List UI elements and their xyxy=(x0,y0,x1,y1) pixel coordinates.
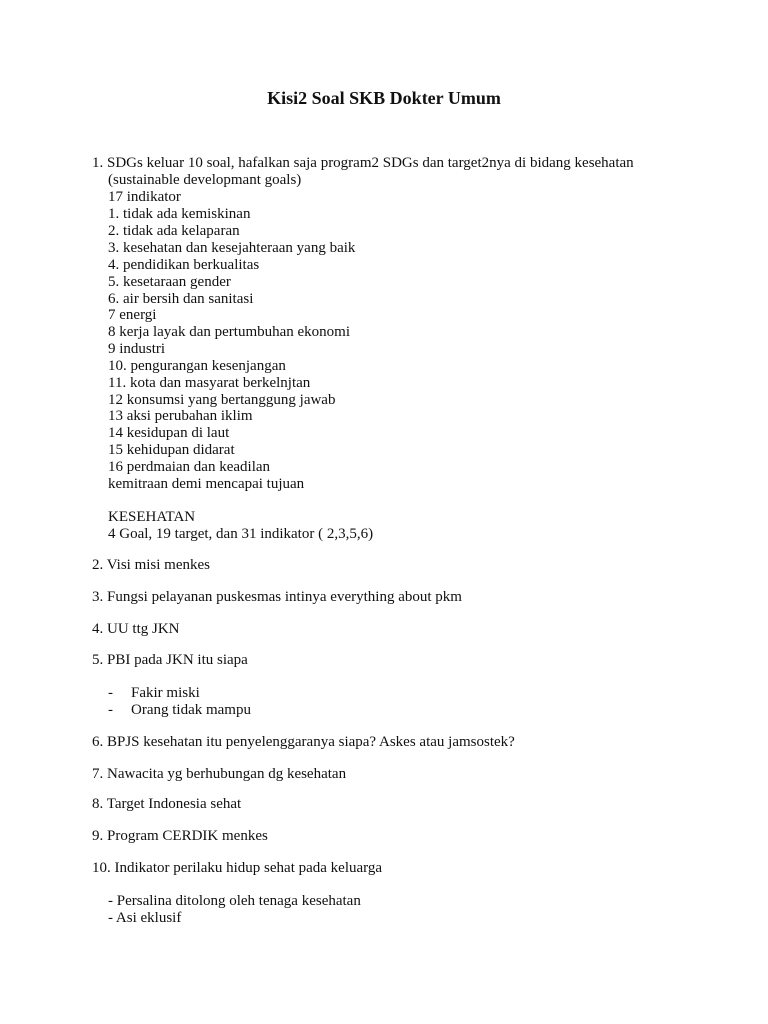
sdg-item: 10. pengurangan kesenjangan xyxy=(108,358,286,374)
list-item: - Persalina ditolong oleh tenaga kesehatan xyxy=(108,893,361,909)
sdg-item: 16 perdmaian dan keadilan xyxy=(108,459,271,475)
sdg-item: kemitraan demi mencapai tujuan xyxy=(108,476,305,492)
sdg-item: 7 energi xyxy=(108,307,157,323)
indicator-count: 17 indikator xyxy=(108,189,181,205)
question-1: 1. SDGs keluar 10 soal, hafalkan saja program2 SDGs dan target2nya di bidang kesehatan xyxy=(92,155,634,171)
sdg-item: 9 industri xyxy=(108,341,166,357)
bullet-item: Fakir miski xyxy=(131,685,200,701)
question-5: 5. PBI pada JKN itu siapa xyxy=(92,652,248,668)
question-3: 3. Fungsi pelayanan puskesmas intinya everything about pkm xyxy=(92,589,462,605)
list-item: - Asi eklusif xyxy=(108,910,182,926)
document-title: Kisi2 Soal SKB Dokter Umum xyxy=(267,88,501,108)
question-1-subtitle: (sustainable developmant goals) xyxy=(108,172,302,188)
bullet-mark: - xyxy=(108,685,113,701)
sdg-item: 5. kesetaraan gender xyxy=(108,274,231,290)
question-6: 6. BPJS kesehatan itu penyelenggaranya siapa? Askes atau jamsostek? xyxy=(92,734,515,750)
sdg-item: 6. air bersih dan sanitasi xyxy=(108,291,254,307)
sdg-item: 12 konsumsi yang bertanggung jawab xyxy=(108,392,336,408)
sdg-item: 11. kota dan masyarat berkelnjtan xyxy=(108,375,311,391)
question-8: 8. Target Indonesia sehat xyxy=(92,796,242,812)
bullet-item: Orang tidak mampu xyxy=(131,702,251,718)
question-4: 4. UU ttg JKN xyxy=(92,621,180,637)
bullet-mark: - xyxy=(108,702,113,718)
question-10: 10. Indikator perilaku hidup sehat pada keluarga xyxy=(92,860,383,876)
sdg-item: 1. tidak ada kemiskinan xyxy=(108,206,251,222)
sdg-item: 2. tidak ada kelaparan xyxy=(108,223,240,239)
question-9: 9. Program CERDIK menkes xyxy=(92,828,268,844)
sdg-item: 8 kerja layak dan pertumbuhan ekonomi xyxy=(108,324,351,340)
sdg-item: 3. kesehatan dan kesejahteraan yang baik xyxy=(108,240,356,256)
sdg-item: 15 kehidupan didarat xyxy=(108,442,235,458)
kesehatan-heading: KESEHATAN xyxy=(108,509,196,525)
question-2: 2. Visi misi menkes xyxy=(92,557,210,573)
sdg-item: 14 kesidupan di laut xyxy=(108,425,230,441)
sdg-item: 13 aksi perubahan iklim xyxy=(108,408,253,424)
question-7: 7. Nawacita yg berhubungan dg kesehatan xyxy=(92,766,347,782)
sdg-item: 4. pendidikan berkualitas xyxy=(108,257,260,273)
kesehatan-detail: 4 Goal, 19 target, dan 31 indikator ( 2,3,5,6) xyxy=(108,526,374,542)
